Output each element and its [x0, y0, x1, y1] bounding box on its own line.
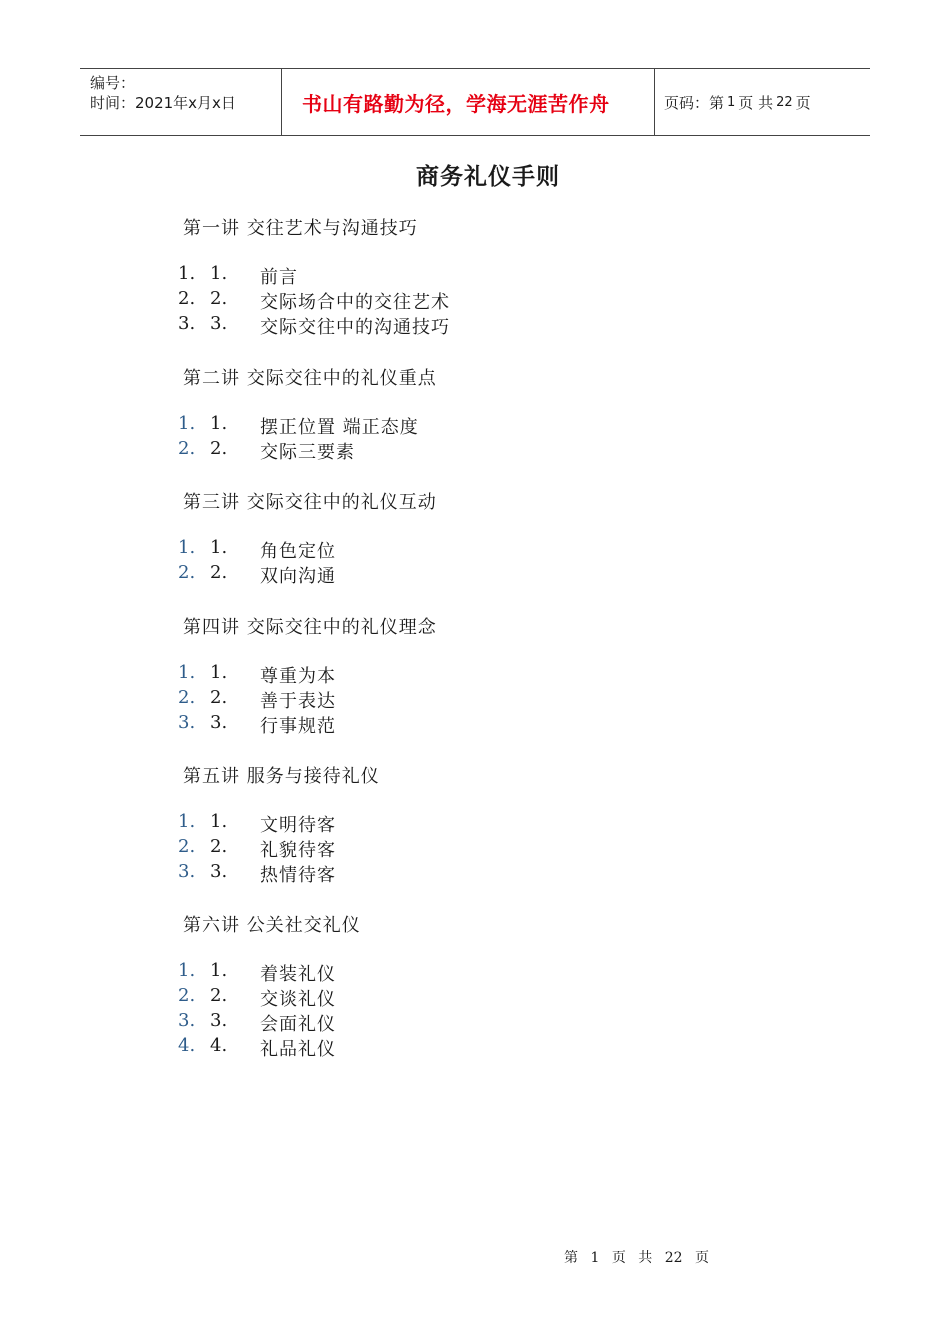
- list-number-outer: 2.: [178, 288, 196, 309]
- list-number-inner: 2.: [210, 985, 228, 1006]
- list-item-text: 行事规范: [260, 716, 336, 737]
- list-number-outer: 3.: [178, 313, 196, 334]
- page-suffix: 页: [795, 93, 811, 112]
- list-number-outer: 3.: [178, 861, 196, 882]
- list-number-outer: 2.: [178, 562, 196, 583]
- list-number-outer: 1.: [178, 263, 196, 284]
- section-title: 第二讲 交际交往中的礼仪重点: [183, 368, 437, 389]
- list-number-inner: 1.: [210, 537, 228, 558]
- list-number-outer: 2.: [178, 687, 196, 708]
- list-number-outer: 3.: [178, 712, 196, 733]
- list-item-text: 礼品礼仪: [260, 1039, 336, 1060]
- page-footer: [564, 1247, 717, 1267]
- header-info-cell: [80, 69, 282, 135]
- list-number-inner: 3.: [210, 861, 228, 882]
- list-number-outer: 1.: [178, 662, 196, 683]
- list-item-text: 着装礼仪: [260, 964, 336, 985]
- list-number-outer: 2.: [178, 836, 196, 857]
- list-item-text: 文明待客: [260, 815, 336, 836]
- page-header: [80, 68, 870, 136]
- list-item-text: 交际场合中的交往艺术: [260, 292, 450, 313]
- list-number-outer: 2.: [178, 985, 196, 1006]
- section-title: 第六讲 公关社交礼仪: [183, 915, 361, 936]
- motto: 书山有路勤为径，学海无涯苦作舟: [282, 69, 655, 135]
- page-prefix: 页码：第: [664, 93, 725, 112]
- page-total: 22: [776, 94, 793, 110]
- list-number-inner: 1.: [210, 263, 228, 284]
- list-number-inner: 3.: [210, 1010, 228, 1031]
- list-number-inner: 2.: [210, 288, 228, 309]
- list-item-text: 善于表达: [260, 691, 336, 712]
- list-number-inner: 2.: [210, 836, 228, 857]
- list-number-outer: 2.: [178, 438, 196, 459]
- list-number-inner: 1.: [210, 662, 228, 683]
- list-number-outer: 1.: [178, 537, 196, 558]
- section-title: 第三讲 交际交往中的礼仪互动: [183, 492, 437, 513]
- list-item-text: 双向沟通: [260, 566, 336, 587]
- section-title: 第五讲 服务与接待礼仪: [183, 766, 380, 787]
- list-number-outer: 3.: [178, 1010, 196, 1031]
- list-number-inner: 1.: [210, 413, 228, 434]
- list-number-inner: 1.: [210, 811, 228, 832]
- list-number-outer: 1.: [178, 811, 196, 832]
- list-item-text: 礼貌待客: [260, 840, 336, 861]
- list-number-outer: 1.: [178, 960, 196, 981]
- list-item-text: 角色定位: [260, 541, 336, 562]
- time-label: 时间：2021年x月x日: [90, 94, 236, 112]
- list-item-text: 交际三要素: [260, 442, 355, 463]
- footer-mid1: 页: [611, 1250, 626, 1266]
- section-title: 第四讲 交际交往中的礼仪理念: [183, 617, 437, 638]
- list-number-inner: 2.: [210, 438, 228, 459]
- list-item-text: 交际交往中的沟通技巧: [260, 317, 450, 338]
- footer-mid2: 共: [638, 1250, 653, 1266]
- list-number-inner: 2.: [210, 562, 228, 583]
- document-title: 商务礼仪手则: [416, 164, 560, 190]
- list-number-inner: 3.: [210, 313, 228, 334]
- list-item-text: 尊重为本: [260, 666, 336, 687]
- footer-page-number: 1: [590, 1250, 600, 1266]
- list-item-text: 会面礼仪: [260, 1014, 336, 1035]
- list-item-text: 热情待客: [260, 865, 336, 886]
- footer-last: 页: [695, 1250, 710, 1266]
- list-item-text: 交谈礼仪: [260, 989, 336, 1010]
- list-number-inner: 1.: [210, 960, 228, 981]
- footer-total: 22: [664, 1250, 683, 1266]
- list-number-outer: 1.: [178, 413, 196, 434]
- page-mid: 页 共: [738, 93, 774, 112]
- list-number-inner: 3.: [210, 712, 228, 733]
- list-number-inner: 4.: [210, 1035, 228, 1056]
- page-number: 1: [727, 94, 736, 110]
- list-number-inner: 2.: [210, 687, 228, 708]
- list-item-text: 摆正位置 端正态度: [260, 417, 419, 438]
- code-label: 编号：: [90, 74, 136, 92]
- list-number-outer: 4.: [178, 1035, 196, 1056]
- page-info: [655, 69, 870, 135]
- section-title: 第一讲 交往艺术与沟通技巧: [183, 218, 418, 239]
- list-item-text: 前言: [260, 267, 298, 288]
- footer-first: 第: [564, 1250, 578, 1266]
